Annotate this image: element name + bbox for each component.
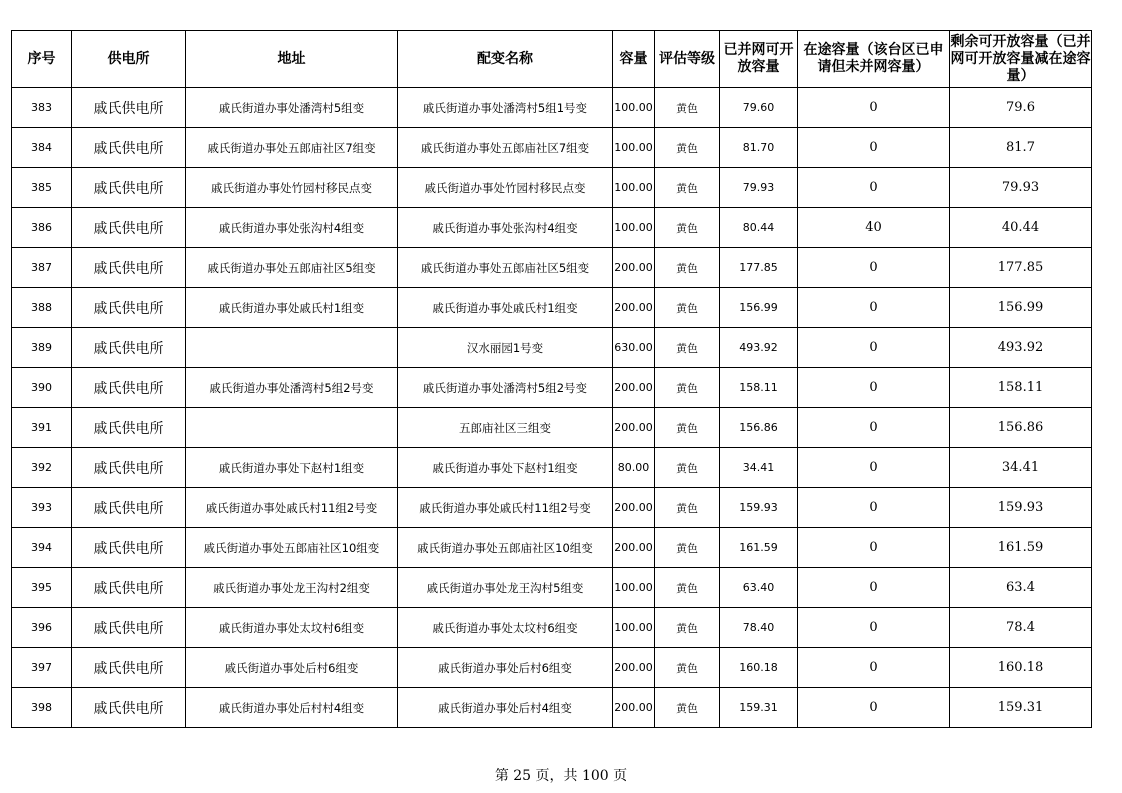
cell-index: 396 [12, 608, 72, 648]
cell-station: 戚氏供电所 [72, 208, 186, 248]
cell-address: 戚氏街道办事处后村6组变 [186, 648, 398, 688]
cell-connected: 159.93 [720, 488, 798, 528]
cell-station: 戚氏供电所 [72, 688, 186, 728]
cell-capacity: 100.00 [613, 608, 655, 648]
cell-address: 戚氏街道办事处下赵村1组变 [186, 448, 398, 488]
table-row [12, 288, 1092, 328]
cell-index: 398 [12, 688, 72, 728]
cell-capacity: 100.00 [613, 168, 655, 208]
cell-remaining: 81.7 [950, 128, 1092, 168]
col-header-connected: 已并网可开放容量 [720, 31, 798, 88]
cell-connected: 79.60 [720, 88, 798, 128]
cell-in-transit: 0 [798, 448, 950, 488]
cell-evaluation: 黄色 [655, 368, 720, 408]
cell-remaining: 79.93 [950, 168, 1092, 208]
cell-station: 戚氏供电所 [72, 448, 186, 488]
cell-index: 385 [12, 168, 72, 208]
col-header-transformer: 配变名称 [398, 31, 613, 88]
col-header-index: 序号 [12, 31, 72, 88]
cell-connected: 34.41 [720, 448, 798, 488]
cell-transformer: 戚氏街道办事处戚氏村11组2号变 [398, 488, 613, 528]
table-body [12, 88, 1092, 728]
cell-in-transit: 0 [798, 528, 950, 568]
cell-address: 戚氏街道办事处张沟村4组变 [186, 208, 398, 248]
cell-in-transit: 0 [798, 688, 950, 728]
cell-in-transit: 40 [798, 208, 950, 248]
cell-evaluation: 黄色 [655, 208, 720, 248]
capacity-table [11, 30, 1092, 728]
table-row [12, 648, 1092, 688]
cell-index: 386 [12, 208, 72, 248]
cell-station: 戚氏供电所 [72, 248, 186, 288]
cell-transformer: 戚氏街道办事处后村4组变 [398, 688, 613, 728]
cell-address: 戚氏街道办事处戚氏村11组2号变 [186, 488, 398, 528]
cell-index: 397 [12, 648, 72, 688]
cell-capacity: 200.00 [613, 368, 655, 408]
cell-connected: 156.86 [720, 408, 798, 448]
cell-evaluation: 黄色 [655, 408, 720, 448]
cell-connected: 158.11 [720, 368, 798, 408]
cell-evaluation: 黄色 [655, 128, 720, 168]
cell-evaluation: 黄色 [655, 488, 720, 528]
cell-in-transit: 0 [798, 608, 950, 648]
cell-capacity: 200.00 [613, 648, 655, 688]
cell-evaluation: 黄色 [655, 168, 720, 208]
cell-evaluation: 黄色 [655, 248, 720, 288]
cell-connected: 79.93 [720, 168, 798, 208]
cell-connected: 493.92 [720, 328, 798, 368]
cell-evaluation: 黄色 [655, 328, 720, 368]
cell-connected: 78.40 [720, 608, 798, 648]
cell-address: 戚氏街道办事处竹园村移民点变 [186, 168, 398, 208]
table-row [12, 328, 1092, 368]
cell-remaining: 159.93 [950, 488, 1092, 528]
cell-station: 戚氏供电所 [72, 608, 186, 648]
cell-connected: 177.85 [720, 248, 798, 288]
col-header-remaining: 剩余可开放容量（已并网可开放容量减在途容量） [950, 31, 1092, 88]
cell-address: 戚氏街道办事处后村村4组变 [186, 688, 398, 728]
cell-connected: 161.59 [720, 528, 798, 568]
cell-connected: 63.40 [720, 568, 798, 608]
cell-station: 戚氏供电所 [72, 408, 186, 448]
cell-address [186, 328, 398, 368]
cell-transformer: 戚氏街道办事处五郎庙社区7组变 [398, 128, 613, 168]
cell-address: 戚氏街道办事处五郎庙社区10组变 [186, 528, 398, 568]
cell-remaining: 160.18 [950, 648, 1092, 688]
cell-transformer: 汉水丽园1号变 [398, 328, 613, 368]
table-row [12, 568, 1092, 608]
cell-remaining: 34.41 [950, 448, 1092, 488]
cell-transformer: 戚氏街道办事处五郎庙社区5组变 [398, 248, 613, 288]
col-header-in-transit: 在途容量（该台区已申请但未并网容量） [798, 31, 950, 88]
cell-evaluation: 黄色 [655, 528, 720, 568]
cell-index: 391 [12, 408, 72, 448]
cell-transformer: 戚氏街道办事处张沟村4组变 [398, 208, 613, 248]
cell-station: 戚氏供电所 [72, 168, 186, 208]
cell-capacity: 100.00 [613, 128, 655, 168]
cell-transformer: 戚氏街道办事处龙王沟村5组变 [398, 568, 613, 608]
cell-remaining: 156.99 [950, 288, 1092, 328]
cell-transformer: 戚氏街道办事处太坟村6组变 [398, 608, 613, 648]
cell-remaining: 63.4 [950, 568, 1092, 608]
cell-transformer: 戚氏街道办事处竹园村移民点变 [398, 168, 613, 208]
cell-index: 387 [12, 248, 72, 288]
cell-index: 393 [12, 488, 72, 528]
cell-address: 戚氏街道办事处五郎庙社区5组变 [186, 248, 398, 288]
cell-evaluation: 黄色 [655, 688, 720, 728]
cell-transformer: 戚氏街道办事处后村6组变 [398, 648, 613, 688]
cell-index: 384 [12, 128, 72, 168]
cell-remaining: 159.31 [950, 688, 1092, 728]
cell-remaining: 79.6 [950, 88, 1092, 128]
cell-capacity: 100.00 [613, 208, 655, 248]
cell-address: 戚氏街道办事处五郎庙社区7组变 [186, 128, 398, 168]
cell-evaluation: 黄色 [655, 648, 720, 688]
cell-station: 戚氏供电所 [72, 328, 186, 368]
cell-address [186, 408, 398, 448]
col-header-capacity: 容量 [613, 31, 655, 88]
cell-capacity: 100.00 [613, 88, 655, 128]
cell-capacity: 200.00 [613, 688, 655, 728]
cell-remaining: 161.59 [950, 528, 1092, 568]
cell-address: 戚氏街道办事处太坟村6组变 [186, 608, 398, 648]
cell-capacity: 200.00 [613, 488, 655, 528]
cell-address: 戚氏街道办事处潘湾村5组2号变 [186, 368, 398, 408]
table-row [12, 168, 1092, 208]
header-row [12, 31, 1092, 88]
table-row [12, 488, 1092, 528]
cell-remaining: 156.86 [950, 408, 1092, 448]
cell-remaining: 177.85 [950, 248, 1092, 288]
cell-station: 戚氏供电所 [72, 288, 186, 328]
table-row [12, 128, 1092, 168]
cell-in-transit: 0 [798, 328, 950, 368]
table-row [12, 528, 1092, 568]
cell-transformer: 戚氏街道办事处戚氏村1组变 [398, 288, 613, 328]
table-row [12, 608, 1092, 648]
table-row [12, 88, 1092, 128]
cell-in-transit: 0 [798, 88, 950, 128]
cell-remaining: 40.44 [950, 208, 1092, 248]
cell-in-transit: 0 [798, 568, 950, 608]
cell-in-transit: 0 [798, 248, 950, 288]
cell-connected: 160.18 [720, 648, 798, 688]
col-header-address: 地址 [186, 31, 398, 88]
cell-evaluation: 黄色 [655, 608, 720, 648]
cell-evaluation: 黄色 [655, 88, 720, 128]
cell-in-transit: 0 [798, 368, 950, 408]
page-footer: 第 25 页，共 100 页 [494, 768, 628, 784]
cell-index: 392 [12, 448, 72, 488]
cell-connected: 80.44 [720, 208, 798, 248]
cell-in-transit: 0 [798, 488, 950, 528]
col-header-evaluation: 评估等级 [655, 31, 720, 88]
table-row [12, 688, 1092, 728]
table-row [12, 248, 1092, 288]
table-row [12, 368, 1092, 408]
cell-capacity: 100.00 [613, 568, 655, 608]
cell-capacity: 630.00 [613, 328, 655, 368]
cell-transformer: 戚氏街道办事处下赵村1组变 [398, 448, 613, 488]
cell-in-transit: 0 [798, 288, 950, 328]
cell-connected: 159.31 [720, 688, 798, 728]
cell-capacity: 80.00 [613, 448, 655, 488]
cell-connected: 81.70 [720, 128, 798, 168]
cell-transformer: 五郎庙社区三组变 [398, 408, 613, 448]
cell-address: 戚氏街道办事处戚氏村1组变 [186, 288, 398, 328]
cell-evaluation: 黄色 [655, 448, 720, 488]
cell-station: 戚氏供电所 [72, 368, 186, 408]
cell-index: 389 [12, 328, 72, 368]
cell-capacity: 200.00 [613, 408, 655, 448]
col-header-station: 供电所 [72, 31, 186, 88]
cell-address: 戚氏街道办事处龙王沟村2组变 [186, 568, 398, 608]
cell-station: 戚氏供电所 [72, 488, 186, 528]
cell-address: 戚氏街道办事处潘湾村5组变 [186, 88, 398, 128]
cell-station: 戚氏供电所 [72, 88, 186, 128]
cell-remaining: 493.92 [950, 328, 1092, 368]
cell-station: 戚氏供电所 [72, 528, 186, 568]
cell-transformer: 戚氏街道办事处五郎庙社区10组变 [398, 528, 613, 568]
cell-index: 383 [12, 88, 72, 128]
cell-in-transit: 0 [798, 128, 950, 168]
cell-remaining: 158.11 [950, 368, 1092, 408]
cell-transformer: 戚氏街道办事处潘湾村5组2号变 [398, 368, 613, 408]
table-row [12, 208, 1092, 248]
cell-station: 戚氏供电所 [72, 568, 186, 608]
cell-station: 戚氏供电所 [72, 128, 186, 168]
cell-in-transit: 0 [798, 648, 950, 688]
cell-in-transit: 0 [798, 168, 950, 208]
cell-index: 395 [12, 568, 72, 608]
cell-connected: 156.99 [720, 288, 798, 328]
cell-capacity: 200.00 [613, 528, 655, 568]
cell-index: 388 [12, 288, 72, 328]
cell-transformer: 戚氏街道办事处潘湾村5组1号变 [398, 88, 613, 128]
cell-station: 戚氏供电所 [72, 648, 186, 688]
cell-capacity: 200.00 [613, 288, 655, 328]
table-row [12, 408, 1092, 448]
cell-index: 390 [12, 368, 72, 408]
cell-in-transit: 0 [798, 408, 950, 448]
cell-evaluation: 黄色 [655, 568, 720, 608]
cell-index: 394 [12, 528, 72, 568]
table-row [12, 448, 1092, 488]
cell-remaining: 78.4 [950, 608, 1092, 648]
cell-capacity: 200.00 [613, 248, 655, 288]
cell-evaluation: 黄色 [655, 288, 720, 328]
